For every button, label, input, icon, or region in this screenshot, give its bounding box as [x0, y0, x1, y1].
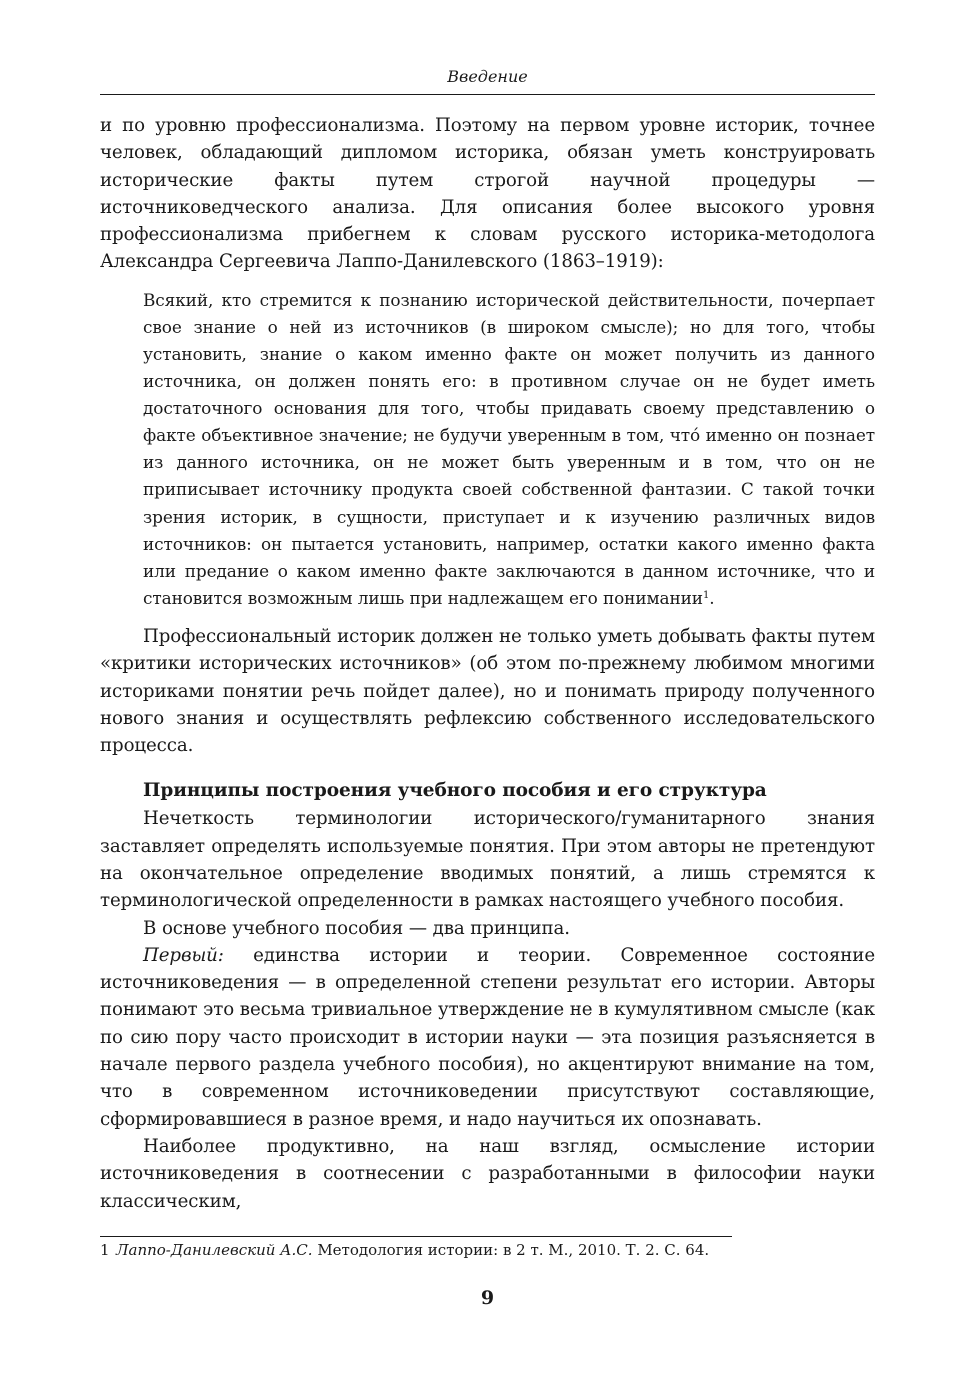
paragraph-two-principles: В основе учебного пособия — два принципа. — [143, 917, 570, 939]
footnote-author: Лаппо-Данилевский А.С. — [116, 1241, 313, 1259]
footnote — [100, 1239, 875, 1261]
main-text — [100, 112, 875, 1215]
paragraph-terminology: Нечеткость терминологии исторического/гуманитарного знания заставляет определять используемые понятия. При этом авторы не претендуют на окончательное определение вводимых понятий, а лишь стремятся к терминологической определенности в рамках настоящего учебного пособия. — [100, 808, 875, 912]
block-quote — [143, 287, 875, 612]
paragraph-continuation: и по уровню профессионализма. Поэтому на первом уровне историк, точнее человек, обладающий дипломом историка, обязан уметь конструировать исторические факты путем строгой научной процедуры — источниковедческого анализа. Для описания более высокого уровня профессионализма прибегнем к словам русского историка-методолога Александра Сергеевича Лаппо-Данилевского (1863–1919): — [100, 115, 875, 273]
first-principle-text: единства истории и теории. Современное состояние источниковедения — в определенной степени результат его истории. Авторы понимают это весьма тривиальное утверждение не в кумулятивном смысле (как по сию пору часто происходит в истории науки — эта позиция разъясняется в начале первого раздела учебного пособия), но акцентируют внимание на том, что в современном источниковедении присутствуют составляющие, сформировавшиеся в разное время, и надо научиться их опознавать. — [100, 944, 875, 1130]
section-heading: Принципы построения учебного пособия и его структура — [143, 780, 767, 802]
quote-end: . — [709, 587, 715, 608]
footnote-text: Методология истории: в 2 т. М., 2010. Т. 2. С. 64. — [312, 1241, 710, 1259]
footnote-reference: 1 — [702, 589, 710, 601]
quote-text: Всякий, кто стремится к познанию исторической действительности, почерпает свое знание о ней из источников (в широком смысле); но для того, чтобы установить, знание о каком именно факте он может получить из данного источника, он должен понять его: в противном случае он не будет иметь достаточного основания для того, чтобы придавать своему представлению о факте объективное значение; не будучи уверенным в том, что́ именно он познает из данного источника, он не может быть уверенным и в том, что он не приписывает источнику продукта своей собственной фантазии. С такой точки зрения историк, в сущности, приступает и к изучению различных видов источников: он пытается установить, например, остатки какого именно факта или предание о каком именно факте заключаются в данном источнике, что и становится возможным лишь при надлежащем его понимании — [143, 289, 875, 608]
footnote-rule — [100, 1236, 732, 1237]
paragraph-professional-historian: Профессиональный историк должен не только уметь добывать факты путем «критики исторических источников» (об этом по-прежнему любимом многими историками понятии речь пойдет далее), но и понимать природу полученного нового знания и осуществлять рефлексию собственного исследовательского процесса. — [100, 625, 875, 757]
footnote-mark: 1 — [100, 1241, 110, 1259]
header-rule — [100, 94, 875, 95]
running-head: Введение — [447, 67, 528, 86]
paragraph-productive: Наиболее продуктивно, на наш взгляд, осмысление истории источниковедения в соотнесении с разработанными в философии науки классическим, — [100, 1135, 875, 1212]
first-principle-label: Первый: — [143, 944, 224, 966]
page-number: 9 — [480, 1287, 495, 1309]
paragraph-first-principle — [100, 942, 875, 1133]
